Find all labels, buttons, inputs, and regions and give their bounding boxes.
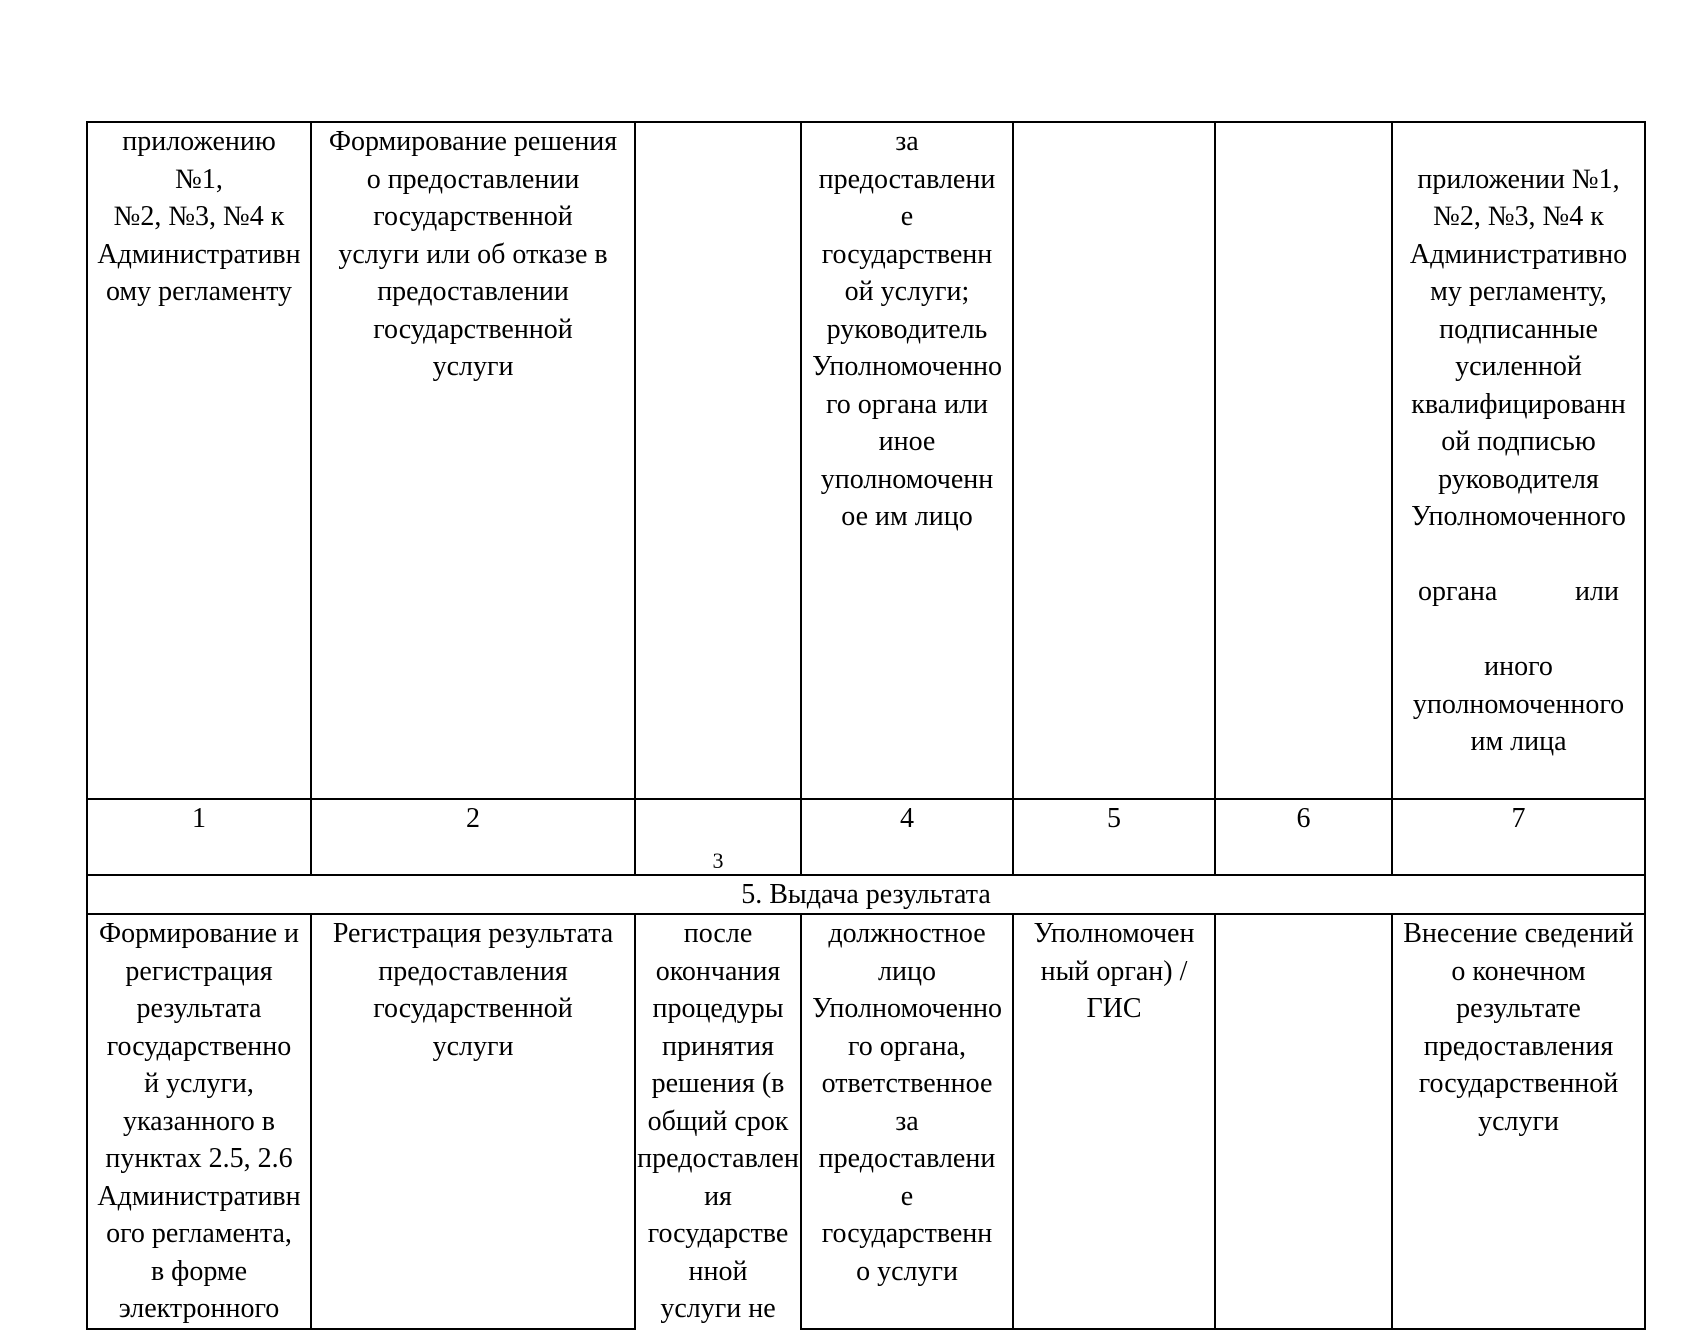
table-cell: Формирование и регистрация результата государственно й услуги, указанного в пунктах 2.5, 2.6 Административн ого регламента, в форме электронного [87,914,311,1329]
column-number: 3 [635,799,801,875]
table-cell: приложению №1, №2, №3, №4 к Административн ому регламенту [87,122,311,799]
spread-line: органа или [1418,576,1619,607]
column-number: 5 [1013,799,1215,875]
column-number: 6 [1215,799,1392,875]
table-cell [635,122,801,799]
table-cell: Уполномочен ный орган) / ГИС [1013,914,1215,1329]
section-title: 5. Выдача результата [87,875,1645,914]
table-row-continuation [87,122,1645,799]
table-cell: Регистрация результата предоставления государственной услуги [311,914,635,1329]
table-row-column-numbers [87,799,1645,875]
table-cell: после окончания процедуры принятия решения (в общий срок предоставлен ия государстве нной услуги не [635,914,801,1329]
table-cell: должностное лицо Уполномоченно го органа, ответственное за предоставлени е государственн о услуги [801,914,1013,1329]
table-cell: приложении №1, №2, №3, №4 к Административно му регламенту, подписанные усиленной квалифицированн ой подписью руководителя Уполномоченного органа или иного уполномоченного им лица [1392,122,1645,799]
table-cell: Внесение сведений о конечном результате предоставления государственной услуги [1392,914,1645,1329]
column-number: 2 [311,799,635,875]
column-number: 1 [87,799,311,875]
column-number: 7 [1392,799,1645,875]
table-cell: Формирование решения о предоставлении государственной услуги или об отказе в предоставлении государственной услуги [311,122,635,799]
table-row-section [87,875,1645,914]
table-cell [1013,122,1215,799]
table-row [87,914,1645,1329]
table-cell [1215,122,1392,799]
column-number: 4 [801,799,1013,875]
table-cell: за предоставлени е государственн ой услуги; руководитель Уполномоченно го органа или иное уполномоченн ое им лицо [801,122,1013,799]
table-cell [1215,914,1392,1329]
process-table [86,121,1646,1330]
